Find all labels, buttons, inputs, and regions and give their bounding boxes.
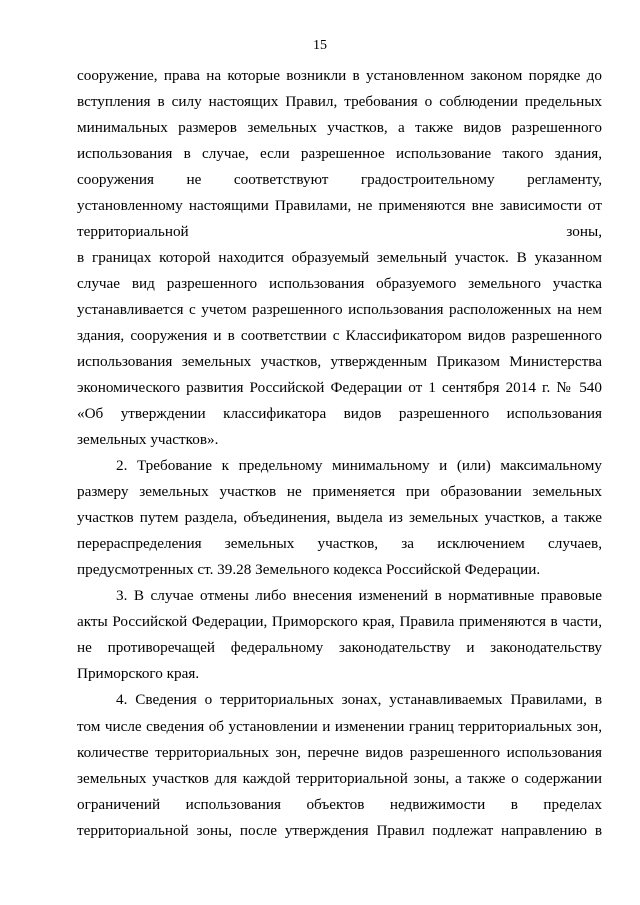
text-line: экономического развития Российской Федерации от 1 сентября 2014 г. № 540 [77,379,602,396]
text-line: территориальной зоны, после утверждения Правил подлежат направлению в [77,822,602,839]
text-line: размеру земельных участков не применяется при образовании земельных [77,483,602,500]
text-line: земельных участков для каждой территориальной зоны, а также о содержании [77,770,602,787]
page-number: 15 [313,38,327,53]
text-line: предусмотренных ст. 39.28 Земельного кодекса Российской Федерации. [77,561,541,578]
text-line: ограничений использования объектов недвижимости в пределах [77,796,602,813]
text-line: 2. Требование к предельному минимальному и (или) максимальному [116,457,602,474]
text-line: здания, сооружения и в соответствии с Классификатором видов разрешенного [77,327,602,344]
text-line: случае вид разрешенного использования образуемого земельного участка [77,275,602,292]
text-line: сооружение, права на которые возникли в установленном законом порядке до [77,67,602,84]
text-line: минимальных размеров земельных участков, а также видов разрешенного [77,119,602,136]
text-line: использования в случае, если разрешенное использование такого здания, [77,145,602,162]
text-line: участков путем раздела, объединения, выдела из земельных участков, а также [77,509,602,526]
text-line: сооружения не соответствуют градостроительному регламенту, [77,171,602,188]
text-line: в границах которой находится образуемый земельный участок. В указанном [77,249,602,266]
text-line: 3. В случае отмены либо внесения изменений в нормативные правовые [116,587,602,604]
text-line: использования земельных участков, утвержденным Приказом Министерства [77,353,602,370]
text-line: территориальной зоны, [77,223,602,240]
text-line: том числе сведения об установлении и изменении границ территориальных зон, [77,718,602,735]
text-line: Приморского края. [77,665,200,682]
text-line: вступления в силу настоящих Правил, требования о соблюдении предельных [77,93,602,110]
text-line: перераспределения земельных участков, за исключением случаев, [77,535,602,552]
text-line: установленному настоящими Правилами, не применяются вне зависимости от [77,197,602,214]
text-line: акты Российской Федерации, Приморского края, Правила применяются в части, [77,613,602,630]
text-line: 4. Сведения о территориальных зонах, устанавливаемых Правилами, в [116,691,602,708]
text-line: земельных участков». [77,431,219,448]
text-line: устанавливается с учетом разрешенного использования расположенных на нем [77,301,602,318]
text-line: «Об утверждении классификатора видов разрешенного использования [77,405,602,422]
text-line: количестве территориальных зон, перечне видов разрешенного использования [77,744,602,761]
text-line: не противоречащей федеральному законодательству и законодательству [77,639,602,656]
